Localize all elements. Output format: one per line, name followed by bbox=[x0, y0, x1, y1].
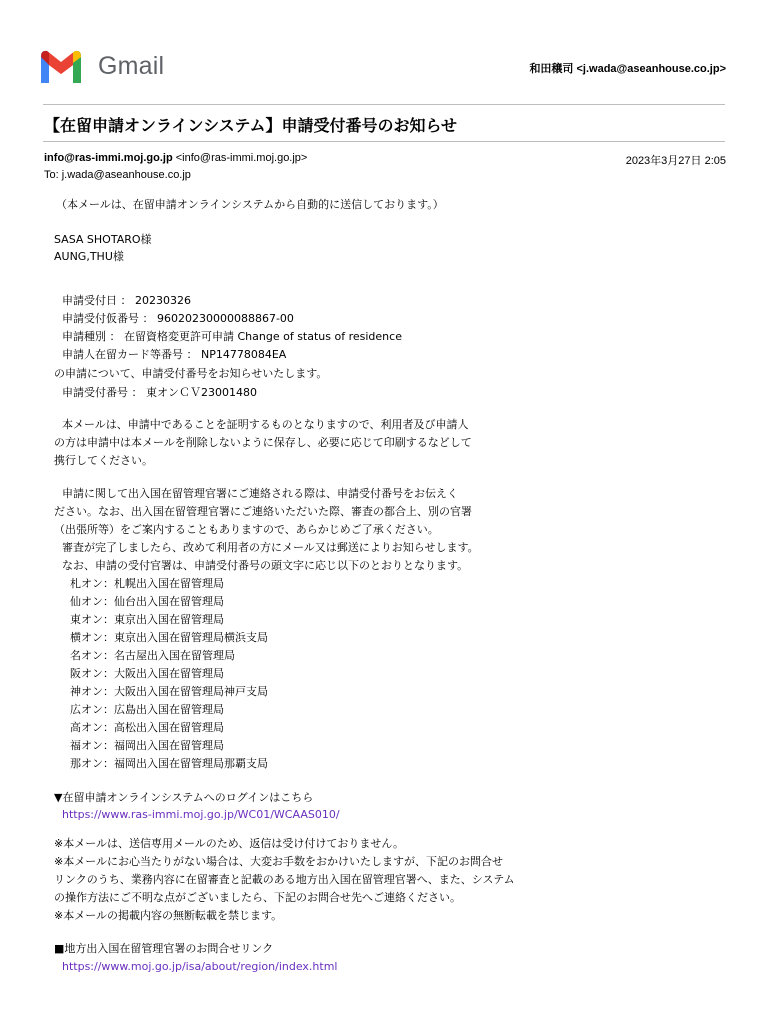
application-type: 申請種別 ： 在留資格変更許可申請 Change of status of residence bbox=[62, 330, 402, 343]
application-date: 申請受付日 ： 20230326 bbox=[62, 294, 191, 307]
receipt-number: 申請受付番号 ： 東オンＣＶ23001480 bbox=[62, 386, 257, 399]
office-item: 横オン：東京出入国在留管理局横浜支局 bbox=[70, 631, 268, 644]
note-line: ※本メールは、送信専用メールのため、返信は受け付けておりません。 bbox=[54, 837, 404, 850]
provisional-number: 申請受付仮番号 ： 96020230000088867-00 bbox=[62, 312, 294, 325]
office-item: 福オン：福岡出入国在留管理局 bbox=[70, 739, 224, 752]
office-item: 東オン：東京出入国在留管理局 bbox=[70, 613, 224, 626]
header-divider bbox=[43, 104, 725, 105]
office-item: 広オン：広島出入国在留管理局 bbox=[70, 703, 224, 716]
note-line: ※本メールにお心当たりがない場合は、大変お手数をおかけいたしますが、下記のお問合せ bbox=[54, 855, 503, 868]
office-item: 札オン：札幌出入国在留管理局 bbox=[70, 577, 224, 590]
note-line: リンクのうち、業務内容に在留審査と記載のある地方出入国在留管理官署へ、また、システム bbox=[54, 873, 515, 886]
office-item: 名オン：名古屋出入国在留管理局 bbox=[70, 649, 235, 662]
login-link[interactable]: https://www.ras-immi.moj.go.jp/WC01/WCAAS010/ bbox=[62, 808, 340, 821]
auto-notice: （本メールは、在留申請オンラインシステムから自動的に送信しております。） bbox=[56, 198, 444, 211]
paragraph-line: （出張所等）をご案内することもありますので、あらかじめご了承ください。 bbox=[54, 523, 439, 536]
gmail-wordmark: Gmail bbox=[98, 51, 165, 80]
office-item: 高オン：高松出入国在留管理局 bbox=[70, 721, 224, 734]
recipient-name: AUNG,THU様 bbox=[54, 250, 124, 263]
recipient-line: To: j.wada@aseanhouse.co.jp bbox=[44, 169, 191, 181]
gmail-header bbox=[38, 46, 726, 90]
sender-address: <info@ras-immi.moj.go.jp> bbox=[175, 152, 308, 164]
subject-divider bbox=[43, 141, 725, 142]
sender bbox=[44, 152, 307, 164]
paragraph-line: なお、申請の受付官署は、申請受付番号の頭文字に応じ以下のとおりとなります。 bbox=[62, 559, 469, 572]
note-line: ※本メールの掲載内容の無断転載を禁じます。 bbox=[54, 909, 283, 922]
note-line: の操作方法にご不明な点がございましたら、下記のお問合せ先へご連絡ください。 bbox=[54, 891, 461, 904]
office-item: 阪オン：大阪出入国在留管理局 bbox=[70, 667, 224, 680]
notice-line: の申請について、申請受付番号をお知らせいたします。 bbox=[54, 367, 328, 380]
office-item: 神オン：大阪出入国在留管理局神戸支局 bbox=[70, 685, 268, 698]
login-label: ▼在留申請オンラインシステムへのログインはこちら bbox=[54, 791, 314, 804]
paragraph-line: ださい。なお、出入国在留管理官署にご連絡いただいた際、審査の都合上、別の官署 bbox=[54, 505, 472, 518]
office-item: 仙オン：仙台出入国在留管理局 bbox=[70, 595, 224, 608]
paragraph-line: 審査が完了しましたら、改めて利用者の方にメール又は郵送によりお知らせします。 bbox=[62, 541, 479, 554]
sent-date: 2023年3月27日 2:05 bbox=[625, 155, 726, 167]
account-name: 和田穣司 <j.wada@aseanhouse.co.jp> bbox=[529, 63, 726, 75]
contact-label: ■地方出入国在留管理官署のお問合せリンク bbox=[54, 942, 274, 955]
residence-card-number: 申請人在留カード等番号 ： NP14778084EA bbox=[62, 348, 287, 361]
paragraph-line: の方は申請中は本メールを削除しないように保存し、必要に応じて印刷するなどして bbox=[54, 436, 472, 449]
paragraph-line: 本メールは、申請中であることを証明するものとなりますので、利用者及び申請人 bbox=[62, 418, 469, 431]
paragraph-line: 携行してください。 bbox=[54, 454, 153, 467]
recipient-name: SASA SHOTARO様 bbox=[54, 233, 152, 246]
office-item: 那オン：福岡出入国在留管理局那覇支局 bbox=[70, 757, 268, 770]
sender-name: info@ras-immi.moj.go.jp bbox=[44, 152, 173, 164]
gmail-logo[interactable] bbox=[38, 48, 164, 84]
email-subject: 【在留申請オンラインシステム】申請受付番号のお知らせ bbox=[44, 116, 458, 135]
paragraph-line: 申請に関して出入国在留管理官署にご連絡される際は、申請受付番号をお伝えく bbox=[62, 487, 458, 500]
gmail-m-icon bbox=[38, 48, 84, 84]
contact-link[interactable]: https://www.moj.go.jp/isa/about/region/index.html bbox=[62, 960, 338, 973]
